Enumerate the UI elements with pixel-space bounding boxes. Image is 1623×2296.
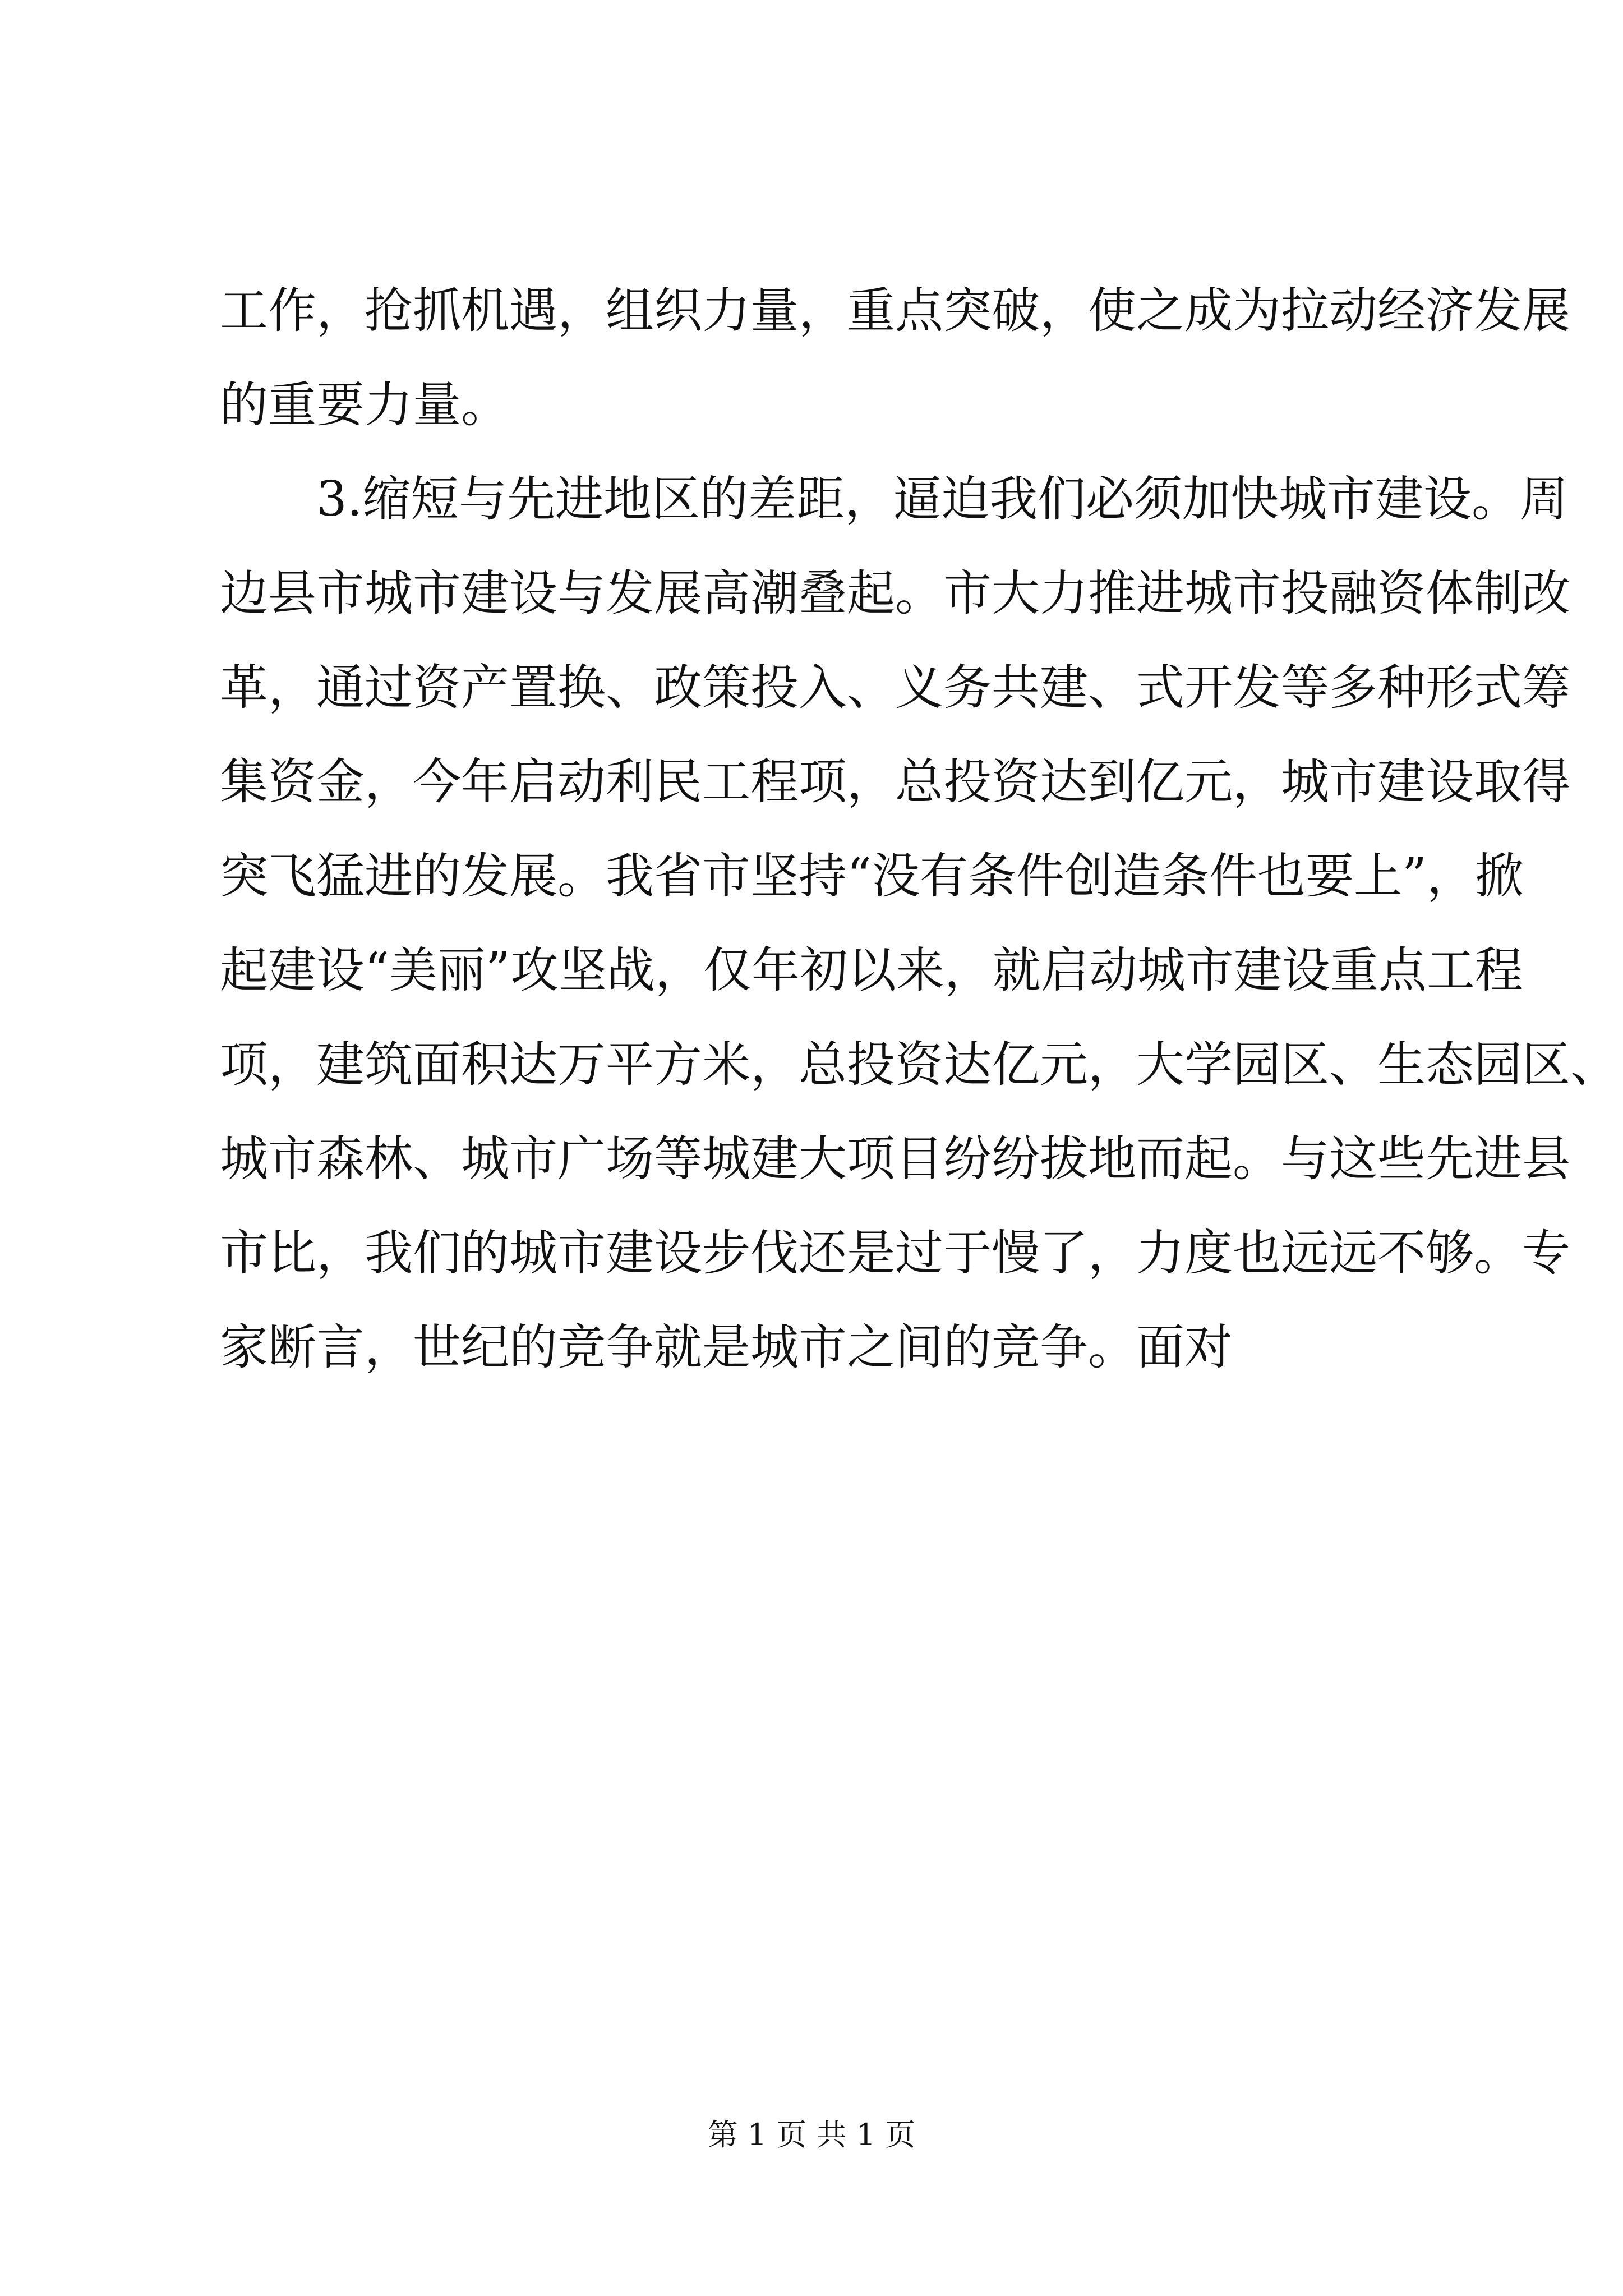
body-line: 3.缩短与先进地区的差距，逼迫我们必须加快城市建设。周 bbox=[316, 471, 1569, 527]
body-line: 的重要力量。 bbox=[220, 377, 509, 433]
body-line: 起建设“美丽”攻坚战，仅年初以来，就启动城市建设重点工程 bbox=[220, 942, 1523, 999]
body-line: 城市森林、城市广场等城建大项目纷纷拔地而起。与这些先进县 bbox=[220, 1131, 1570, 1187]
body-line: 家断言，世纪的竞争就是城市之间的竞争。面对 bbox=[220, 1319, 1233, 1375]
body-line: 革，通过资产置换、政策投入、义务共建、式开发等多种形式筹 bbox=[220, 660, 1570, 716]
page-footer: 第 1 页 共 1 页 bbox=[707, 2117, 916, 2152]
body-line: 集资金，今年启动利民工程项，总投资达到亿元，城市建设取得 bbox=[220, 754, 1570, 810]
body-line: 突飞猛进的发展。我省市坚持“没有条件创造条件也要上”，掀 bbox=[220, 848, 1523, 904]
body-line: 市比，我们的城市建设步伐还是过于慢了，力度也远远不够。专 bbox=[220, 1225, 1570, 1281]
body-line: 边县市城市建设与发展高潮叠起。市大力推进城市投融资体制改 bbox=[220, 565, 1570, 622]
body-line: 工作，抢抓机遇，组织力量，重点突破，使之成为拉动经济发展 bbox=[220, 283, 1570, 339]
body-line: 项，建筑面积达万平方米，总投资达亿元，大学园区、生态园区、 bbox=[220, 1037, 1619, 1093]
document-body bbox=[220, 264, 1619, 1395]
